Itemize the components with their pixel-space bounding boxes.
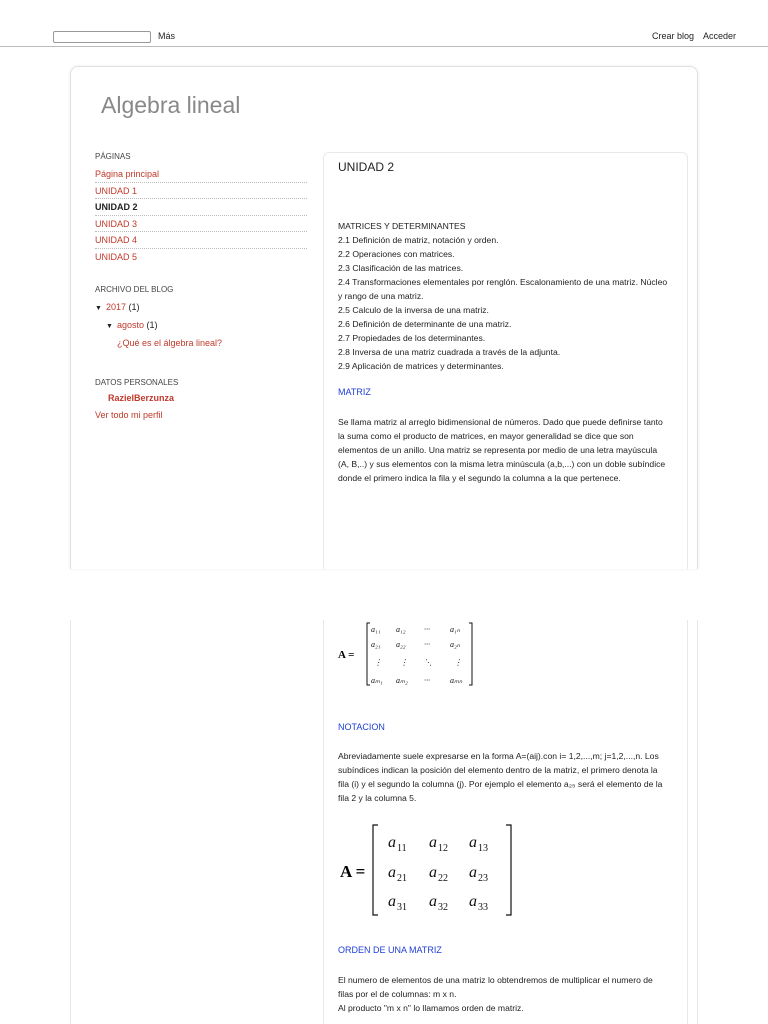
sidebar-pages xyxy=(95,152,307,264)
toc-item: 2.7 Propiedades de los determinantes. xyxy=(338,333,486,343)
search-input[interactable] xyxy=(53,31,151,43)
svg-text:A =: A = xyxy=(340,862,366,881)
blog-title[interactable]: Algebra lineal xyxy=(101,92,241,118)
svg-text:a₁₂: a₁₂ xyxy=(396,625,406,634)
page-link-home[interactable]: Página principal xyxy=(95,169,160,179)
archive-month-count: (1) xyxy=(146,320,158,330)
svg-text:32: 32 xyxy=(438,902,448,913)
svg-text:···: ··· xyxy=(424,625,430,634)
toc-item: 2.5 Calculo de la inversa de una matriz. xyxy=(338,305,489,315)
toc-item: 2.3 Clasificación de las matrices. xyxy=(338,263,464,273)
archive-post-link[interactable]: ¿Qué es el álgebra lineal? xyxy=(117,338,223,348)
pages-heading: PÁGINAS xyxy=(95,152,131,161)
svg-text:a: a xyxy=(429,864,437,881)
svg-text:a₁ₙ: a₁ₙ xyxy=(450,625,460,634)
svg-text:13: 13 xyxy=(478,843,488,854)
archive-heading: ARCHIVO DEL BLOG xyxy=(95,285,174,294)
profile-heading: DATOS PERSONALES xyxy=(95,378,179,387)
triangle-down-icon[interactable]: ▼ xyxy=(95,305,102,312)
archive-month-row xyxy=(95,317,307,335)
matriz-text: Se llama matriz al arreglo bidimensional de números. Dado que puede definirse tanto la suma como el producto de matrices, en mayor generalidad se dice que son elementos de un anillo. Una matriz se representa por medio de una letra mayúscula (A, B,..) y sus elementos con la misma letra minúscula (a,b,...) con un doble subíndice donde el primero indica la fila y el segundo la columna a la que pertenece. xyxy=(338,417,666,483)
page-item xyxy=(95,183,307,200)
login-link[interactable]: Acceder xyxy=(703,31,737,41)
page-item xyxy=(95,232,307,249)
page-item xyxy=(95,166,307,183)
svg-text:a: a xyxy=(388,893,396,910)
svg-text:⋮: ⋮ xyxy=(400,658,408,667)
svg-text:a₂₂: a₂₂ xyxy=(396,640,406,649)
svg-text:a: a xyxy=(469,893,477,910)
profile-full-link[interactable]: Ver todo mi perfil xyxy=(95,410,163,420)
orden-text-1: El numero de elementos de una matriz lo obtendremos de multiplicar el numero de filas por el de columnas: m x n. xyxy=(338,975,653,999)
triangle-down-icon[interactable]: ▼ xyxy=(106,323,113,330)
svg-text:A =: A = xyxy=(338,649,355,661)
toc-item: 2.8 Inversa de una matriz cuadrada a través de la adjunta. xyxy=(338,347,561,357)
archive-post-row xyxy=(95,335,307,351)
svg-text:22: 22 xyxy=(438,873,448,884)
orden-paragraph xyxy=(338,973,668,1015)
orden-text-2: Al producto "m x n" lo llamamos orden de matriz. xyxy=(338,1003,524,1013)
toc-item: 2.2 Operaciones con matrices. xyxy=(338,249,455,259)
matriz-paragraph xyxy=(338,415,668,485)
page-link-unidad-1[interactable]: UNIDAD 1 xyxy=(95,185,138,196)
toc-heading: MATRICES Y DETERMINANTES xyxy=(338,221,466,231)
toc-item: 2.1 Definición de matriz, notación y orden. xyxy=(338,235,499,245)
archive-year-row xyxy=(95,299,307,317)
svg-text:23: 23 xyxy=(478,873,488,884)
svg-text:aₘₙ: aₘₙ xyxy=(450,676,463,685)
svg-text:⋮: ⋮ xyxy=(454,658,462,667)
svg-text:a₂₁: a₂₁ xyxy=(371,640,381,649)
svg-text:a: a xyxy=(388,834,396,851)
svg-text:···: ··· xyxy=(424,640,430,649)
post-toc xyxy=(338,219,668,373)
svg-text:33: 33 xyxy=(478,902,488,913)
svg-text:11: 11 xyxy=(397,843,407,854)
svg-text:21: 21 xyxy=(397,873,407,884)
matrix-3x3-image xyxy=(338,822,518,918)
notacion-text: Abreviadamente suele expresarse en la forma A=(aij).con i= 1,2,...,m; j=1,2,...,n. Los subíndices indican la posición del elemento dentro de la matriz, el primero denota la fila (i) y el segundo la columna (j). Por ejemplo el elemento a₂₅ será el elemento de la fila 2 y la columna 5. xyxy=(338,751,663,803)
svg-text:a: a xyxy=(429,834,437,851)
matriz-heading: MATRIZ xyxy=(338,387,371,397)
page-link-unidad-2[interactable]: UNIDAD 2 xyxy=(95,202,138,212)
create-blog-link[interactable]: Crear blog xyxy=(652,31,695,41)
svg-text:a: a xyxy=(429,893,437,910)
svg-text:a: a xyxy=(469,864,477,881)
more-link[interactable]: Más xyxy=(158,31,176,41)
page-item-active xyxy=(95,199,307,216)
archive-year-count: (1) xyxy=(128,302,140,312)
toc-item: 2.9 Aplicación de matrices y determinantes. xyxy=(338,361,504,371)
page-link-unidad-5[interactable]: UNIDAD 5 xyxy=(95,251,138,262)
page-item xyxy=(95,249,307,265)
svg-text:a₂ₙ: a₂ₙ xyxy=(450,640,460,649)
page-item xyxy=(95,216,307,233)
svg-text:a₁₁: a₁₁ xyxy=(371,625,381,634)
svg-text:12: 12 xyxy=(438,843,448,854)
top-navbar xyxy=(0,28,768,47)
archive-month-link[interactable]: agosto xyxy=(116,320,144,330)
page-link-unidad-3[interactable]: UNIDAD 3 xyxy=(95,218,138,229)
svg-text:aₘ₁: aₘ₁ xyxy=(371,676,383,685)
notacion-heading: NOTACION xyxy=(338,722,385,732)
sidebar-profile xyxy=(95,378,307,420)
pages-list xyxy=(95,166,307,264)
sidebar-archive xyxy=(95,285,307,351)
orden-heading: ORDEN DE UNA MATRIZ xyxy=(338,945,442,955)
archive-year-link[interactable]: 2017 xyxy=(105,302,126,312)
toc-item: 2.6 Definición de determinante de una matriz. xyxy=(338,319,512,329)
page-link-unidad-4[interactable]: UNIDAD 4 xyxy=(95,235,138,245)
svg-text:a: a xyxy=(388,864,396,881)
svg-text:⋮: ⋮ xyxy=(374,658,382,667)
profile-name-link[interactable]: RazielBerzunza xyxy=(108,393,175,403)
svg-text:···: ··· xyxy=(424,676,430,685)
post-title: UNIDAD 2 xyxy=(338,160,395,174)
svg-text:⋱: ⋱ xyxy=(424,658,432,667)
svg-text:aₘ₂: aₘ₂ xyxy=(396,676,408,685)
notacion-paragraph xyxy=(338,749,668,805)
svg-text:a: a xyxy=(469,834,477,851)
toc-item: 2.4 Transformaciones elementales por renglón. Escalonamiento de una matriz. Núcleo y rango de una matriz. xyxy=(338,277,668,301)
general-matrix-image xyxy=(338,620,478,688)
svg-text:31: 31 xyxy=(397,902,407,913)
